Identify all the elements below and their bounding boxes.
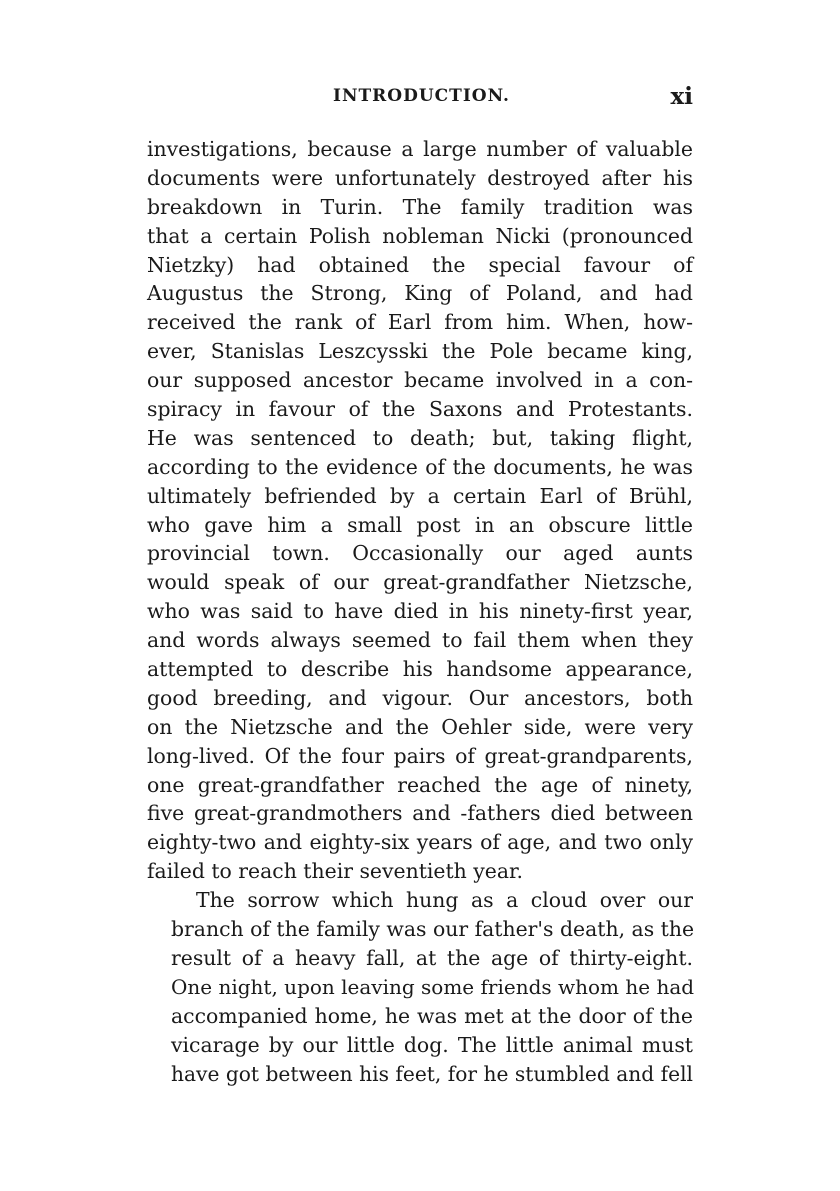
text-line: Augustus the Strong, King of Poland, and had bbox=[147, 281, 693, 306]
text-line: long-lived. Of the four pairs of great-grandparents, bbox=[147, 743, 693, 768]
paragraph bbox=[147, 886, 693, 1088]
text-line: ever, Stanislas Leszcysski the Pole became king, bbox=[147, 339, 693, 364]
text-line: result of a heavy fall, at the age of thirty-eight. bbox=[171, 945, 693, 970]
text-line: on the Nietzsche and the Oehler side, were very bbox=[147, 714, 693, 739]
text-line: He was sentenced to death; but, taking flight, bbox=[147, 425, 693, 450]
text-line: five great-grandmothers and -fathers died between bbox=[147, 801, 693, 826]
text-line: ultimately befriended by a certain Earl of Brühl, bbox=[147, 483, 693, 508]
text-line: and words always seemed to fail them when they bbox=[147, 628, 693, 653]
running-head bbox=[147, 83, 693, 116]
text-line: would speak of our great-grandfather Nietzsche, bbox=[147, 570, 693, 595]
text-line: investigations, because a large number of valuable bbox=[147, 137, 693, 161]
text-line: vicarage by our little dog. The little animal must bbox=[171, 1032, 693, 1057]
text-line: who was said to have died in his ninety-first year, bbox=[147, 599, 693, 624]
body-text bbox=[147, 135, 693, 1088]
text-line: One night, upon leaving some friends whom he had bbox=[171, 974, 695, 999]
text-line: that a certain Polish nobleman Nicki (pronounced bbox=[147, 223, 693, 248]
page-number: xi bbox=[670, 83, 693, 110]
text-line: Nietzky) had obtained the special favour of bbox=[147, 252, 693, 277]
text-line: failed to reach their seventieth year. bbox=[147, 859, 524, 884]
text-line: according to the evidence of the documents, he was bbox=[147, 454, 693, 479]
text-line: provincial town. Occasionally our aged aunts bbox=[147, 541, 693, 566]
paragraph bbox=[147, 135, 693, 886]
text-line: accompanied home, he was met at the door of the bbox=[171, 1003, 693, 1028]
text-line: our supposed ancestor became involved in a con- bbox=[147, 368, 693, 393]
text-line: documents were unfortunately destroyed after his bbox=[147, 165, 693, 190]
text-line: attempted to describe his handsome appearance, bbox=[147, 657, 693, 682]
running-title: INTRODUCTION. bbox=[333, 86, 510, 106]
text-line: who gave him a small post in an obscure little bbox=[147, 512, 693, 537]
text-line: good breeding, and vigour. Our ancestors, both bbox=[147, 685, 693, 710]
text-line: The sorrow which hung as a cloud over our bbox=[196, 888, 693, 913]
text-line: have got between his feet, for he stumbled and fell bbox=[171, 1061, 693, 1086]
text-line: received the rank of Earl from him. When, how- bbox=[147, 310, 693, 335]
text-line: one great-grandfather reached the age of ninety, bbox=[147, 772, 693, 797]
text-line: eighty-two and eighty-six years of age, and two only bbox=[147, 830, 693, 855]
text-line: branch of the family was our father's death, as the bbox=[171, 917, 695, 942]
text-line: spiracy in favour of the Saxons and Protestants. bbox=[147, 397, 693, 422]
text-line: breakdown in Turin. The family tradition was bbox=[147, 194, 693, 219]
